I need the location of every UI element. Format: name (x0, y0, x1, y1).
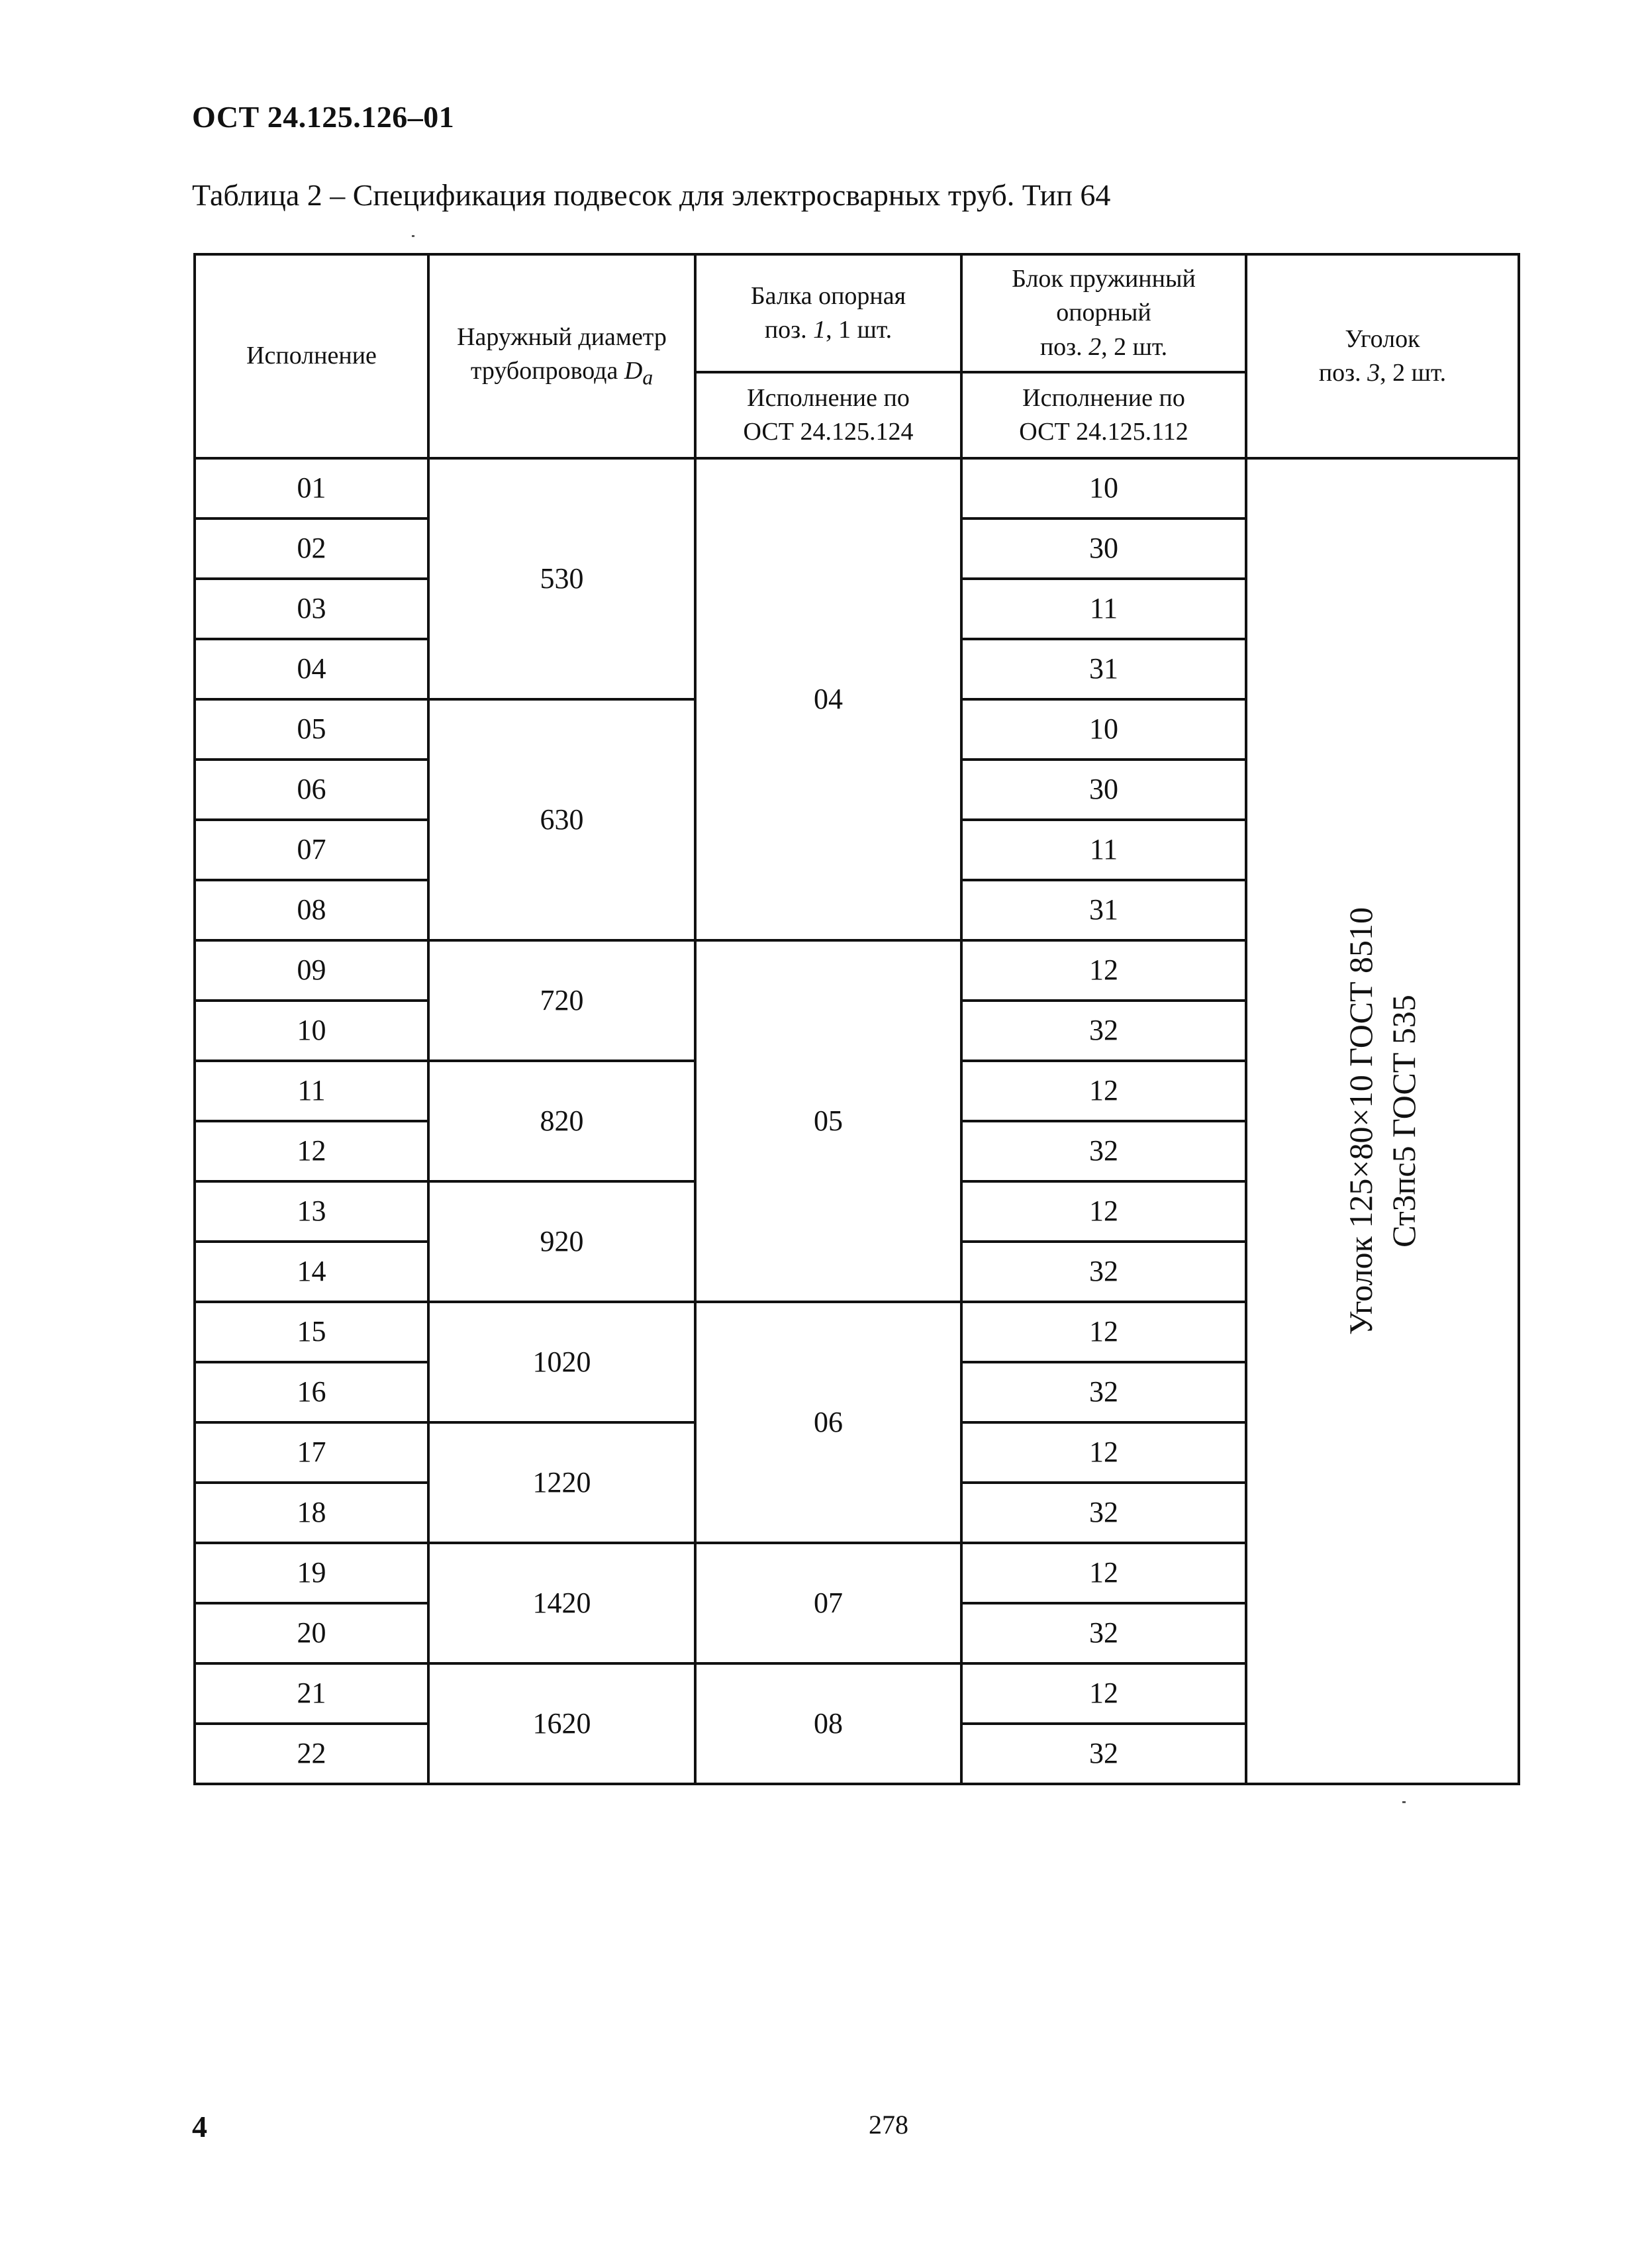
cell-ispolnenie: 07 (195, 820, 428, 880)
cell-ispolnenie: 18 (195, 1483, 428, 1543)
cell-block: 32 (961, 1121, 1246, 1181)
cell-block: 12 (961, 940, 1246, 1001)
cell-ispolnenie: 01 (195, 458, 428, 518)
cell-ispolnenie: 12 (195, 1121, 428, 1181)
header-outer-diameter: Наружный диаметр трубопровода $D_a$ (428, 254, 695, 458)
header-spring-block: Блок пружинный опорный поз. 2, 2 шт. (961, 254, 1246, 372)
cell-block: 12 (961, 1181, 1246, 1242)
cell-block: 32 (961, 1001, 1246, 1061)
cell-ispolnenie: 13 (195, 1181, 428, 1242)
table-caption: Таблица 2 – Спецификация подвесок для электросварных труб. Тип 64 (192, 178, 1111, 212)
cell-ispolnenie: 20 (195, 1603, 428, 1663)
cell-ispolnenie: 03 (195, 579, 428, 639)
cell-block: 12 (961, 1663, 1246, 1724)
cell-block: 32 (961, 1242, 1246, 1302)
cell-diameter: 920 (428, 1181, 695, 1302)
cell-block: 12 (961, 1302, 1246, 1362)
cell-block: 12 (961, 1061, 1246, 1121)
table-row (195, 458, 1519, 518)
cell-ispolnenie: 10 (195, 1001, 428, 1061)
cell-ispolnenie: 16 (195, 1362, 428, 1422)
cell-ispolnenie: 22 (195, 1724, 428, 1784)
scan-speck (1402, 1801, 1406, 1803)
cell-ispolnenie: 17 (195, 1422, 428, 1483)
cell-diameter: 1620 (428, 1663, 695, 1784)
cell-ispolnenie: 04 (195, 639, 428, 699)
cell-block: 10 (961, 458, 1246, 518)
header-ispolnenie: Исполнение (195, 254, 428, 458)
cell-beam: 06 (695, 1302, 961, 1543)
cell-diameter: 1220 (428, 1422, 695, 1543)
specification-table (193, 253, 1520, 1785)
cell-block: 12 (961, 1543, 1246, 1603)
cell-diameter: 1020 (428, 1302, 695, 1422)
cell-diameter: 820 (428, 1061, 695, 1181)
cell-ispolnenie: 15 (195, 1302, 428, 1362)
cell-ispolnenie: 09 (195, 940, 428, 1001)
cell-block: 11 (961, 579, 1246, 639)
cell-block: 31 (961, 639, 1246, 699)
cell-block: 30 (961, 518, 1246, 579)
cell-block: 30 (961, 760, 1246, 820)
cell-diameter: 530 (428, 458, 695, 699)
cell-beam: 07 (695, 1543, 961, 1663)
cell-ispolnenie: 19 (195, 1543, 428, 1603)
cell-block: 32 (961, 1724, 1246, 1784)
cell-ispolnenie: 05 (195, 699, 428, 760)
subheader-beam-standard: Исполнение по ОСТ 24.125.124 (695, 372, 961, 458)
cell-beam: 05 (695, 940, 961, 1302)
page-number-left: 4 (192, 2110, 207, 2144)
header-ugolok: Уголок поз. 3, 2 шт. (1246, 254, 1519, 458)
cell-ispolnenie: 06 (195, 760, 428, 820)
page-number-center: 278 (869, 2110, 908, 2140)
cell-ispolnenie: 11 (195, 1061, 428, 1121)
cell-ispolnenie: 21 (195, 1663, 428, 1724)
cell-block: 32 (961, 1603, 1246, 1663)
cell-diameter: 630 (428, 699, 695, 940)
cell-ugolok-material (1246, 458, 1519, 1784)
scan-speck (412, 235, 414, 237)
cell-block: 12 (961, 1422, 1246, 1483)
cell-ispolnenie: 14 (195, 1242, 428, 1302)
cell-beam: 04 (695, 458, 961, 940)
cell-block: 32 (961, 1362, 1246, 1422)
ugolok-material-text: Уголок 125×80×10 ГОСТ 8510 Ст3пс5 ГОСТ 535 (1342, 907, 1422, 1336)
cell-block: 10 (961, 699, 1246, 760)
cell-block: 32 (961, 1483, 1246, 1543)
cell-block: 31 (961, 880, 1246, 940)
cell-block: 11 (961, 820, 1246, 880)
cell-ispolnenie: 02 (195, 518, 428, 579)
cell-ispolnenie: 08 (195, 880, 428, 940)
subheader-block-standard: Исполнение по ОСТ 24.125.112 (961, 372, 1246, 458)
cell-beam: 08 (695, 1663, 961, 1784)
cell-diameter: 720 (428, 940, 695, 1061)
cell-diameter: 1420 (428, 1543, 695, 1663)
document-header: ОСТ 24.125.126–01 (192, 100, 455, 134)
header-support-beam: Балка опорная поз. 1, 1 шт. (695, 254, 961, 372)
